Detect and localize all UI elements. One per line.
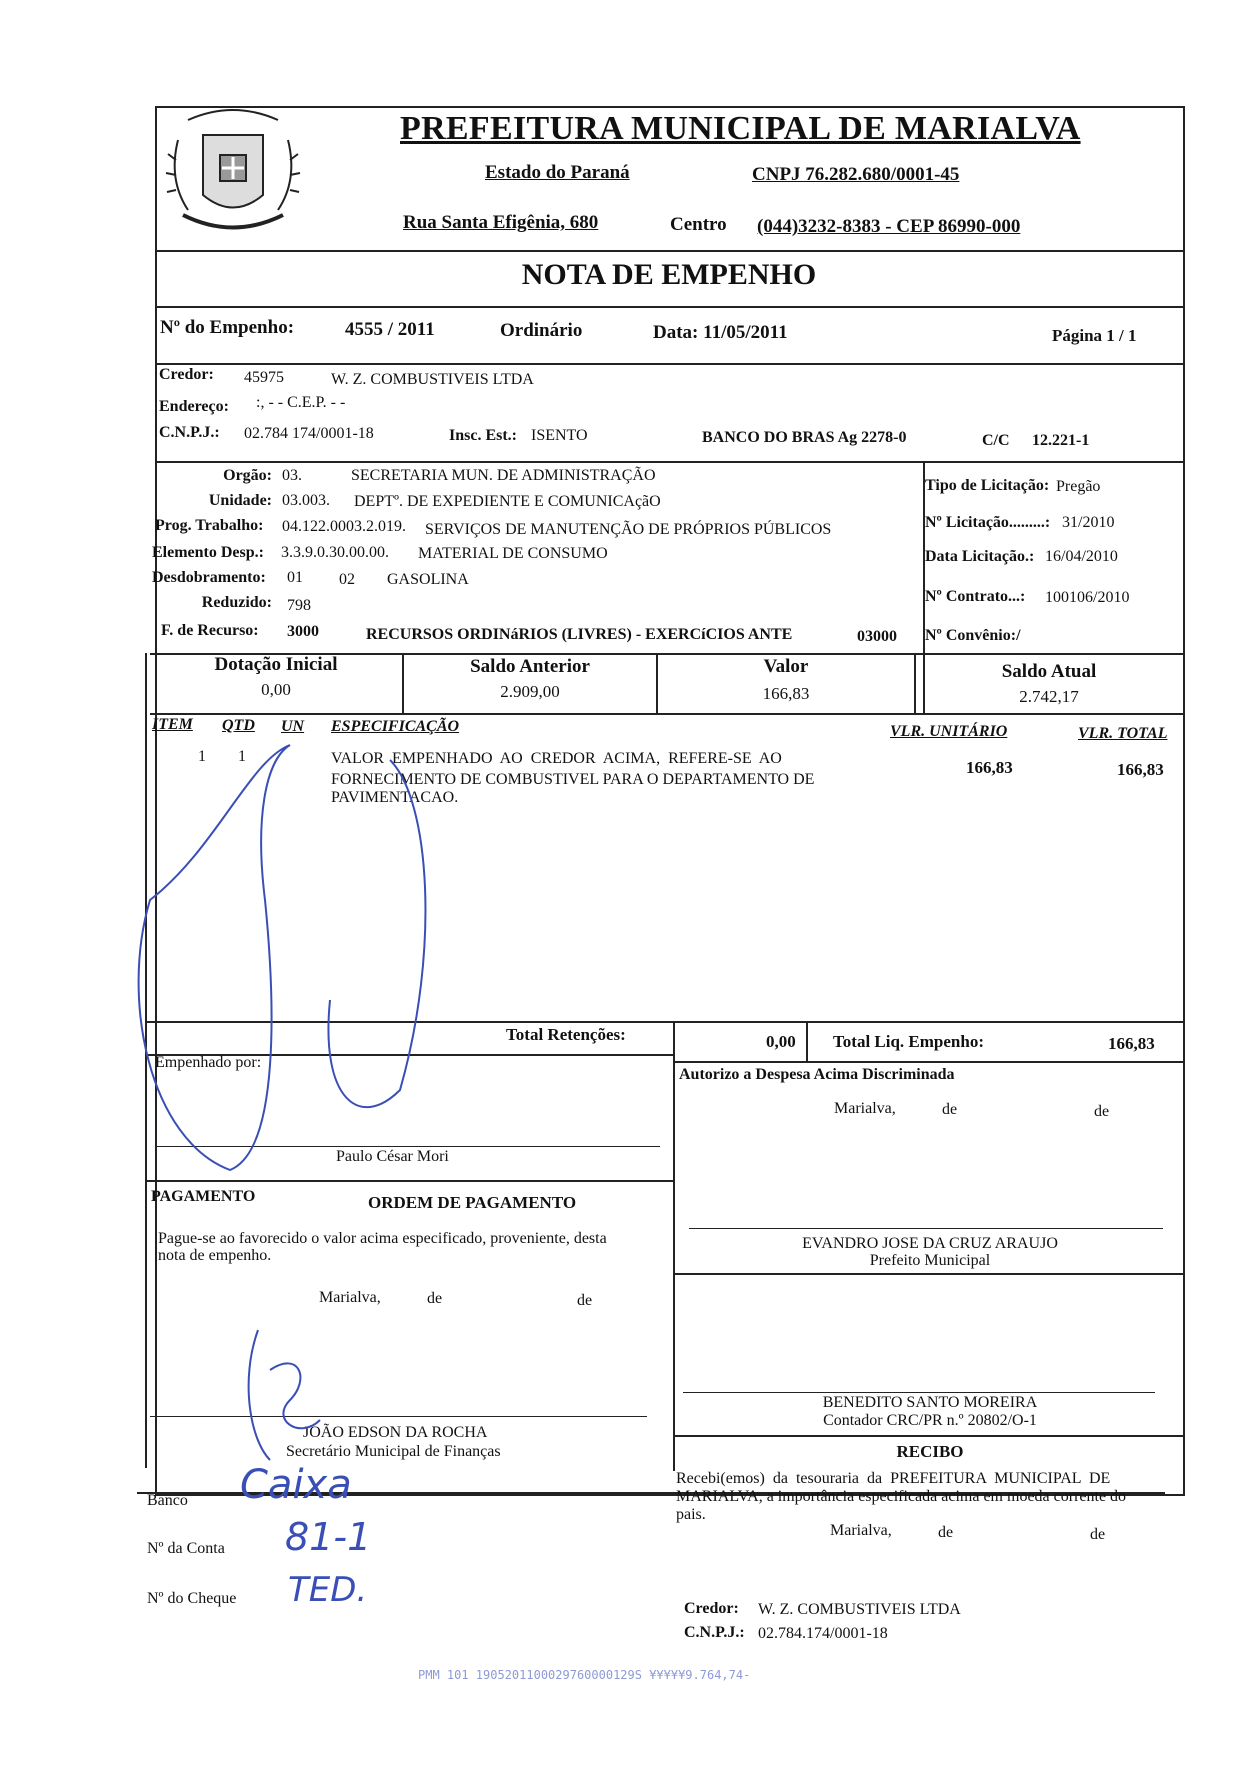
desdobramento-a: 01 (287, 569, 303, 586)
dotacao-value: 0,00 (261, 680, 291, 699)
credor-cnpj-label: C.N.P.J.: (159, 424, 220, 441)
col-item: ITEM (152, 716, 193, 733)
pagamento-text-2: nota de empenho. (158, 1247, 272, 1264)
recibo-anchor (676, 1468, 677, 1469)
data-licitacao-label: Data Licitação.: (925, 548, 1035, 565)
recibo-text-2: MARIALVA, a importância especificada acima em moeda corrente do (676, 1488, 1127, 1505)
item-spec-line-1: VALOR EMPENHADO AO CREDOR ACIMA, REFERE-SE AO (331, 750, 782, 767)
ordem-pagamento-title: ORDEM DE PAGAMENTO (368, 1193, 577, 1212)
empenho-date: Data: 11/05/2011 (653, 322, 788, 343)
contador-name: BENEDITO SANTO MOREIRA (822, 1394, 1038, 1411)
address-label: Endereço: (159, 398, 229, 415)
empenho-number-label: Nº do Empenho: (160, 317, 295, 338)
pagamento-de-1: de (427, 1290, 443, 1307)
col-vlr-total: VLR. TOTAL (1078, 725, 1168, 742)
item-spec-line-3: PAVIMENTACAO. (331, 789, 459, 806)
empenho-type: Ordinário (500, 320, 583, 341)
col-qtd: QTD (222, 717, 255, 734)
prog-name: SERVIÇOS DE MANUTENÇÃO DE PRÓPRIOS PÚBLICOS (425, 521, 832, 538)
recibo-cnpj: 02.784.174/0001-18 (758, 1625, 888, 1642)
page-indicator: Página 1 / 1 (1052, 326, 1137, 345)
saldo-anterior-value: 2.909,00 (500, 682, 560, 701)
elemento-label: Elemento Desp.: (152, 544, 264, 561)
banco-value-handwritten: Caixa (240, 1462, 352, 1508)
recibo-credor-label: Credor: (684, 1600, 739, 1617)
recibo-text-1: Recebi(emos) da tesouraria da PREFEITURA MUNICIPAL DE (676, 1470, 1111, 1487)
credor-cnpj: 02.784 174/0001-18 (244, 425, 374, 442)
conta-value-handwritten: 81-1 (285, 1515, 372, 1559)
fonte-name: RECURSOS ORDINáRIOS (LIVRES) - EXERCíCIOS ANTE (366, 626, 793, 643)
credor-code: 45975 (244, 369, 284, 386)
state-name: Estado do Paraná (485, 162, 630, 183)
valor-label: Valor (763, 656, 809, 677)
pagamento-label: PAGAMENTO (151, 1188, 256, 1205)
district: Centro (670, 214, 727, 235)
tipo-licitacao-label: Tipo de Licitação: (925, 477, 1050, 494)
credor-name: W. Z. COMBUSTIVEIS LTDA (331, 371, 534, 388)
autorizo-de-2: de (1094, 1103, 1110, 1120)
recibo-title: RECIBO (896, 1442, 964, 1461)
pagamento-de-2: de (577, 1292, 593, 1309)
item-spec-line-2: FORNECIMENTO DE COMBUSTIVEL PARA O DEPARTAMENTO DE (331, 771, 815, 788)
prefeito-name: EVANDRO JOSE DA CRUZ ARAUJO (802, 1235, 1058, 1252)
desdobramento-b: 02 (339, 571, 355, 588)
col-un: UN (281, 718, 305, 735)
tipo-licitacao: Pregão (1056, 478, 1101, 495)
institution-cnpj: CNPJ 76.282.680/0001-45 (752, 164, 960, 185)
saldo-atual-value: 2.742,17 (1019, 687, 1079, 706)
empenho-number: 4555 / 2011 (345, 319, 435, 340)
item-number: 1 (198, 748, 206, 765)
cheque-value-handwritten: TED. (288, 1570, 368, 1610)
reduzido-value: 798 (287, 597, 311, 614)
phone-cep: (044)3232-8383 - CEP 86990-000 (757, 216, 1021, 237)
autorizo-de-1: de (942, 1101, 958, 1118)
total-liquido-label: Total Liq. Empenho: (833, 1032, 984, 1051)
prog-label: Prog. Trabalho: (155, 517, 264, 534)
empenhado-label: Empenhado por: (155, 1054, 262, 1071)
dotacao-label: Dotação Inicial (214, 654, 338, 675)
item-unit-value: 166,83 (966, 758, 1013, 777)
cc-label: C/C (982, 432, 1010, 449)
saldo-anterior-label: Saldo Anterior (470, 656, 590, 677)
fonte-code: 3000 (287, 623, 319, 640)
fonte-code-2: 03000 (857, 628, 897, 645)
recibo-credor: W. Z. COMBUSTIVEIS LTDA (758, 1601, 961, 1618)
orgao-name: SECRETARIA MUN. DE ADMINISTRAÇÃO (351, 467, 656, 484)
contrato-value: 100106/2010 (1045, 589, 1130, 606)
secretario-role: Secretário Municipal de Finanças (286, 1443, 501, 1460)
conta-label: Nº da Conta (147, 1540, 225, 1557)
item-total-value: 166,83 (1117, 760, 1164, 779)
secretario-initials (249, 1330, 320, 1460)
cheque-label: Nº do Cheque (147, 1590, 237, 1607)
reduzido-label: Reduzido: (201, 594, 272, 611)
signature-scribble (139, 745, 290, 1170)
footer-code: PMM 101 1905201100029760000129S ¥¥¥¥¥9.764,74- (418, 1668, 751, 1682)
contador-role: Contador CRC/PR n.º 20802/O-1 (823, 1412, 1037, 1429)
autorizo-label: Autorizo a Despesa Acima Discriminada (679, 1066, 955, 1083)
cc-value: 12.221-1 (1032, 432, 1090, 449)
prefeito-role: Prefeito Municipal (869, 1252, 991, 1269)
unidade-label: Unidade: (208, 492, 272, 509)
unidade-name: DEPTº. DE EXPEDIENTE E COMUNICAçãO (354, 493, 661, 510)
convenio-label: Nº Convênio:/ (925, 627, 1021, 644)
num-licitacao-label: Nº Licitação.........: (925, 514, 1051, 531)
orgao-code: 03. (282, 467, 302, 484)
elemento-name: MATERIAL DE CONSUMO (418, 545, 608, 562)
data-licitacao: 16/04/2010 (1045, 548, 1118, 565)
desdobramento-name: GASOLINA (387, 571, 469, 588)
col-especificacao: ESPECIFICAÇÃO (331, 718, 460, 735)
total-retencoes-value: 0,00 (766, 1032, 796, 1051)
desdobramento-label: Desdobramento: (152, 569, 266, 586)
num-licitacao: 31/2010 (1062, 514, 1115, 531)
bank-agency: BANCO DO BRAS Ag 2278-0 (702, 429, 907, 446)
unidade-code: 03.003. (282, 492, 330, 509)
total-liquido-value: 166,83 (1108, 1034, 1155, 1053)
secretario-name: JOÃO EDSON DA ROCHA (303, 1424, 488, 1441)
street-address: Rua Santa Efigênia, 680 (403, 212, 599, 233)
item-qtd: 1 (238, 748, 246, 765)
col-vlr-unitario: VLR. UNITÁRIO (890, 723, 1008, 740)
credor-label: Credor: (159, 366, 214, 383)
document-title: NOTA DE EMPENHO (521, 258, 817, 291)
valor-value: 166,83 (762, 684, 810, 703)
recibo-city: Marialva, (830, 1522, 892, 1539)
recibo-de-1: de (938, 1524, 954, 1541)
pagamento-city: Marialva, (319, 1289, 381, 1306)
prog-code: 04.122.0003.2.019. (282, 518, 406, 535)
insc-value: ISENTO (531, 427, 588, 444)
autorizo-city: Marialva, (834, 1100, 896, 1117)
institution-title: PREFEITURA MUNICIPAL DE MARIALVA (400, 110, 1081, 147)
orgao-label: Orgão: (223, 467, 272, 484)
saldo-atual-label: Saldo Atual (1001, 661, 1097, 682)
contrato-label: Nº Contrato...: (925, 588, 1026, 605)
recibo-text-3: pais. (676, 1506, 706, 1523)
insc-label: Insc. Est.: (449, 427, 518, 444)
elemento-code: 3.3.9.0.30.00.00. (281, 544, 389, 561)
empenhado-signer: Paulo César Mori (336, 1148, 449, 1165)
banco-label: Banco (147, 1492, 188, 1509)
recibo-de-2: de (1090, 1526, 1106, 1543)
fonte-label: F. de Recurso: (161, 622, 259, 639)
total-retencoes-label: Total Retenções: (506, 1025, 626, 1044)
recibo-cnpj-label: C.N.P.J.: (684, 1624, 745, 1641)
address-value: :, - - C.E.P. - - (256, 394, 346, 411)
pagamento-text-1: Pague-se ao favorecido o valor acima especificado, proveniente, desta (158, 1230, 607, 1247)
